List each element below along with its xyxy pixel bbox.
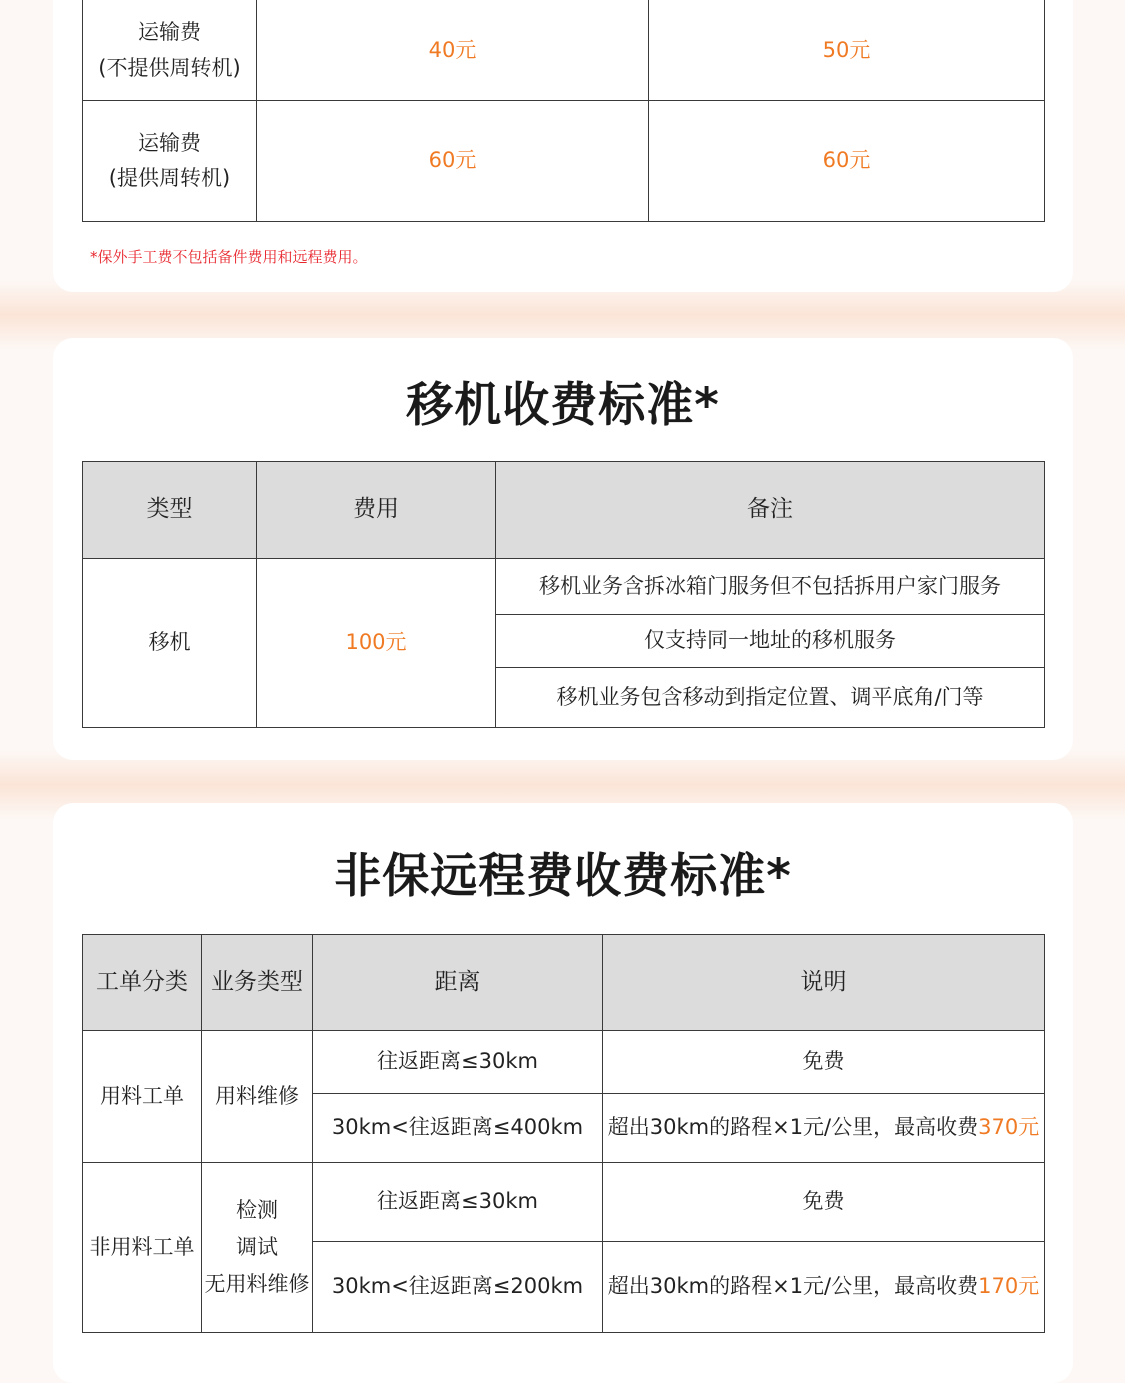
distance-cell: 30km<往返距离≤200km: [313, 1242, 603, 1333]
column-header-business: 业务类型: [202, 935, 313, 1031]
business-label: 用料维修: [215, 1083, 299, 1108]
table-row: [83, 1031, 1045, 1094]
column-header-type: 类型: [83, 462, 257, 559]
column-header-description: 说明: [603, 935, 1045, 1031]
description-highlight: 170元: [978, 1274, 1040, 1299]
remote-fee-card: [53, 803, 1073, 1383]
relocation-type-cell: 移机: [83, 559, 257, 728]
relocation-fee-table: [82, 461, 1045, 728]
table-row: [83, 559, 1045, 615]
description-highlight: 370元: [978, 1115, 1040, 1140]
price-cell: 60元: [257, 101, 649, 222]
relocation-fee-cell: 100元: [257, 559, 496, 728]
section-title: 移机收费标准*: [406, 378, 720, 433]
shipping-fee-table: [82, 0, 1045, 222]
distance-cell: 往返距离≤30km: [313, 1031, 603, 1094]
description-cell: [603, 1094, 1045, 1163]
price-cell: 50元: [649, 0, 1045, 101]
price-cell: 60元: [649, 101, 1045, 222]
remote-fee-table: [82, 934, 1045, 1333]
fee-type-label: 运输费: [138, 20, 201, 45]
footnote: *保外手工费不包括备件费用和远程费用。: [90, 248, 368, 266]
remark-cell: 移机业务含拆冰箱门服务但不包括拆用户家门服务: [496, 559, 1045, 615]
description-cell: [603, 1242, 1045, 1333]
relocation-fee-card: [53, 338, 1073, 760]
description-text: 超出30km的路程×1元/公里，最高收费: [607, 1115, 979, 1140]
fee-type-cell: [83, 101, 257, 222]
description-text: 免费: [802, 1049, 845, 1074]
business-label: 检测: [236, 1198, 278, 1223]
description-cell: [603, 1031, 1045, 1094]
price-cell: 40元: [257, 0, 649, 101]
category-cell: 非用料工单: [83, 1163, 202, 1333]
business-label: 无用料维修: [204, 1271, 310, 1296]
description-text: 免费: [802, 1189, 845, 1214]
fee-type-label: 运输费: [138, 130, 201, 155]
description-cell: [603, 1163, 1045, 1242]
category-cell: 用料工单: [83, 1031, 202, 1163]
table-row: [83, 101, 1045, 222]
fee-type-sublabel: (不提供周转机): [98, 55, 241, 80]
column-header-fee: 费用: [257, 462, 496, 559]
table-row: [83, 0, 1045, 101]
section-title: 非保远程费收费标准*: [334, 849, 792, 904]
column-header-remarks: 备注: [496, 462, 1045, 559]
fee-type-sublabel: (提供周转机): [108, 166, 231, 190]
fee-type-cell: [83, 0, 257, 101]
table-header-row: [83, 935, 1045, 1031]
remark-cell: 仅支持同一地址的移机服务: [496, 615, 1045, 668]
business-label: 调试: [236, 1235, 278, 1260]
description-text: 超出30km的路程×1元/公里，最高收费: [607, 1274, 979, 1299]
table-header-row: [83, 462, 1045, 559]
business-cell: [202, 1163, 313, 1333]
column-header-category: 工单分类: [83, 935, 202, 1031]
shipping-fee-card: [53, 0, 1073, 292]
remark-cell: 移机业务包含移动到指定位置、调平底角/门等: [496, 668, 1045, 728]
business-cell: [202, 1031, 313, 1163]
distance-cell: 30km<往返距离≤400km: [313, 1094, 603, 1163]
table-row: [83, 1163, 1045, 1242]
distance-cell: 往返距离≤30km: [313, 1163, 603, 1242]
column-header-distance: 距离: [313, 935, 603, 1031]
